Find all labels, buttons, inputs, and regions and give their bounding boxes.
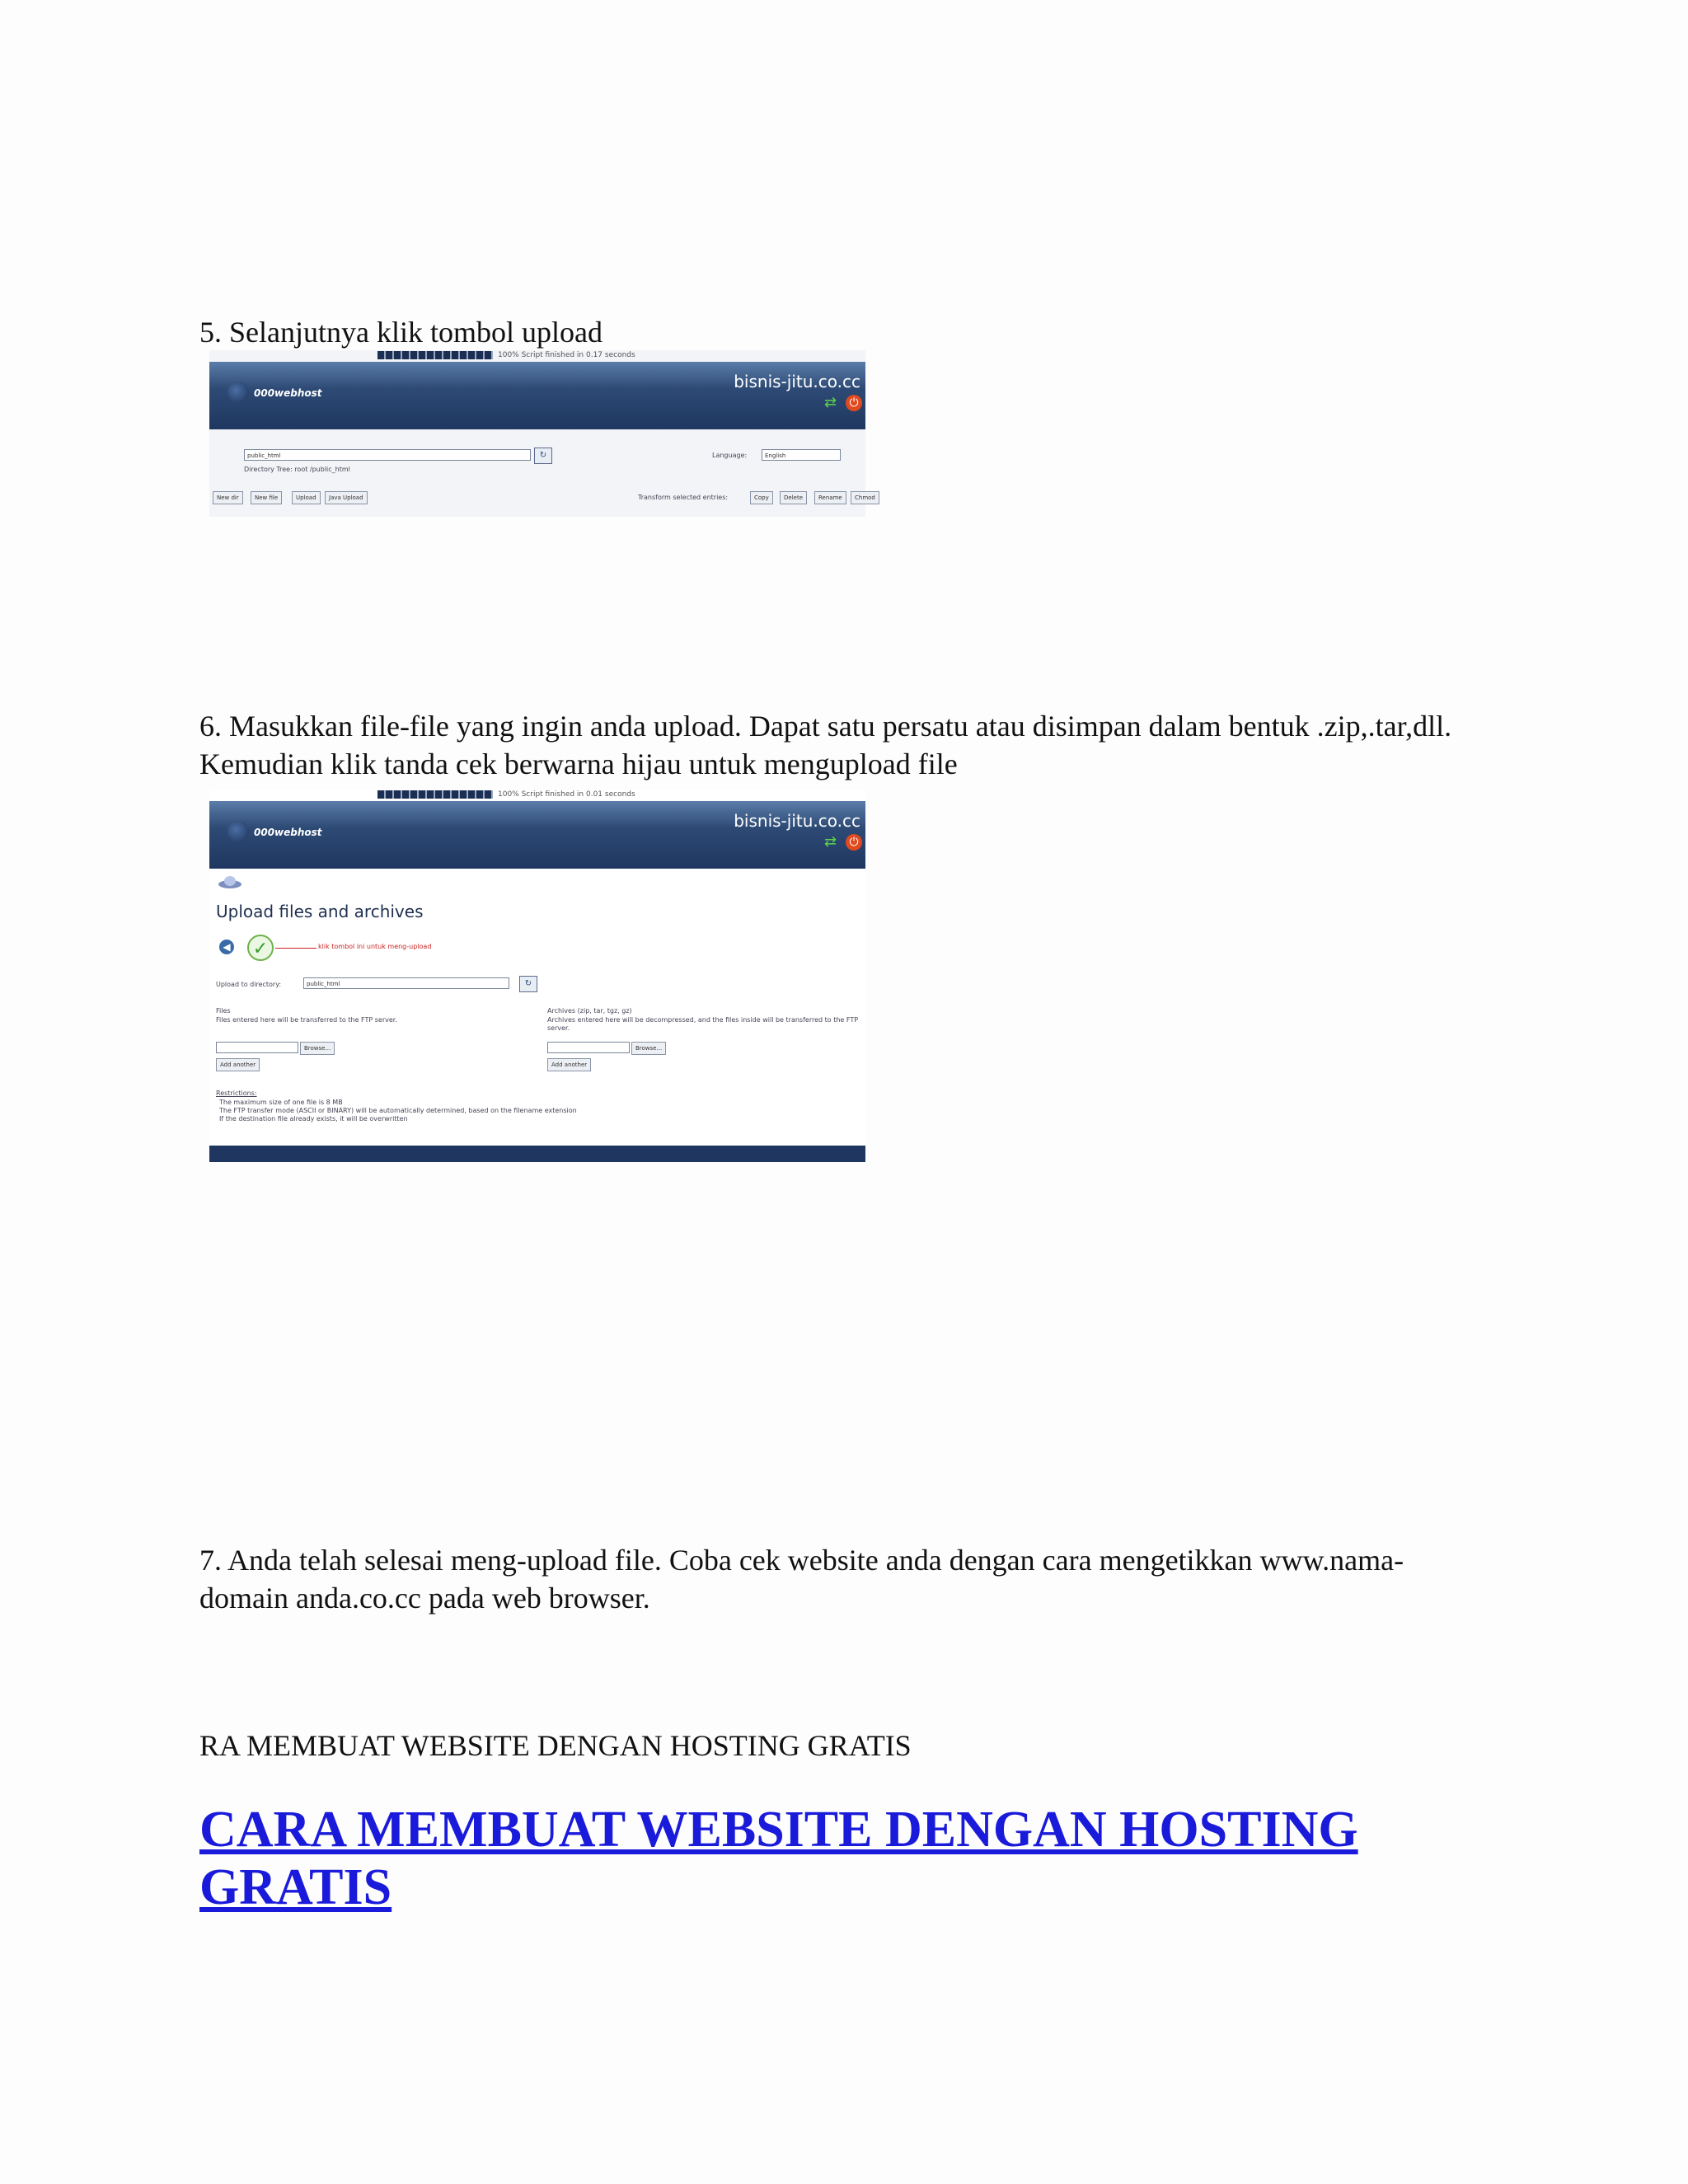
restriction-item: The FTP transfer mode (ASCII or BINARY) will be automatically determined, based on the filename extension <box>219 1107 577 1114</box>
upload-dir-label: Upload to directory: <box>216 981 282 988</box>
section-heading-text: RA MEMBUAT WEBSITE DENGAN HOSTING GRATIS <box>199 1729 912 1762</box>
step-7-text: 7. Anda telah selesai meng-upload file. Coba cek website anda dengan cara mengetikkan www.nama-domain anda.co.cc pada web browser. <box>199 1544 1404 1615</box>
add-another-file-button[interactable]: Add another <box>216 1058 260 1071</box>
progress-text: 100% Script finished in 0.01 seconds <box>498 790 635 799</box>
browse-archives-button[interactable]: Browse... <box>631 1042 666 1055</box>
upload-ufo-icon <box>218 872 242 892</box>
new-file-button[interactable]: New file <box>251 491 282 504</box>
green-check-icon[interactable]: ✓ <box>247 935 274 961</box>
annotation-line <box>275 948 316 949</box>
chmod-button[interactable]: Chmod <box>851 491 879 504</box>
article-title-link[interactable]: CARA MEMBUAT WEBSITE DENGAN HOSTING GRATIS <box>199 1802 1358 1915</box>
copy-button[interactable]: Copy <box>750 491 773 504</box>
browse-directory-button[interactable]: ↻ <box>534 448 552 464</box>
upload-title: Upload files and archives <box>216 902 424 921</box>
new-dir-button[interactable]: New dir <box>213 491 243 504</box>
ftp-header <box>209 362 865 429</box>
progress-indicator <box>377 790 635 799</box>
progress-bar <box>377 351 493 359</box>
files-description: Files entered here will be transferred to the FTP server. <box>216 1016 397 1024</box>
files-label: Files <box>216 1007 231 1015</box>
archives-label: Archives (zip, tar, tgz, gz) <box>547 1007 632 1015</box>
screenshot-ftp-file-manager <box>209 350 875 517</box>
restriction-item: The maximum size of one file is 8 MB <box>219 1099 343 1106</box>
directory-tree: Directory Tree: root /public_html <box>244 466 350 473</box>
step-6-text: 6. Masukkan file-file yang ingin anda upload. Dapat satu persatu atau disimpan dalam bentuk .zip,.tar,dll. Kemudian klik tanda cek berwarna hijau untuk mengupload file <box>199 710 1452 780</box>
back-arrow-icon[interactable]: ◀ <box>219 940 234 954</box>
upload-button[interactable]: Upload <box>292 491 321 504</box>
restriction-item: If the destination file already exists, it will be overwritten <box>219 1115 408 1122</box>
browse-directory-button[interactable]: ↻ <box>519 976 537 992</box>
restrictions-title: Restrictions: <box>216 1090 257 1097</box>
webhost-logo <box>227 377 359 410</box>
directory-input[interactable]: public_html <box>244 449 531 461</box>
ftp-header <box>209 801 865 869</box>
refresh-icon[interactable]: ⇄ <box>824 833 837 851</box>
step-5-text: 5. Selanjutnya klik tombol upload <box>199 316 603 349</box>
logout-icon[interactable]: ⏻ <box>846 395 862 411</box>
progress-bar <box>377 790 493 799</box>
archives-description: Archives entered here will be decompressed, and the files inside will be transferred to the FTP server. <box>547 1016 859 1032</box>
toolbar <box>209 489 875 505</box>
logo-text: 000webhost <box>254 827 322 838</box>
file-input[interactable] <box>216 1042 298 1053</box>
add-another-archive-button[interactable]: Add another <box>547 1058 591 1071</box>
refresh-icon[interactable]: ⇄ <box>824 394 837 411</box>
language-select[interactable]: English <box>762 449 841 461</box>
webhost-logo <box>227 816 359 849</box>
transform-label: Transform selected entries: <box>638 494 729 501</box>
screenshot-upload-files <box>209 790 865 1162</box>
java-upload-button[interactable]: Java Upload <box>325 491 368 504</box>
browse-files-button[interactable]: Browse... <box>300 1042 335 1055</box>
ftp-footer <box>209 1146 865 1162</box>
progress-indicator <box>377 350 635 360</box>
site-domain: bisnis-jitu.co.cc <box>734 811 860 831</box>
upload-dir-input[interactable]: public_html <box>303 977 509 989</box>
language-label: Language: <box>712 452 748 459</box>
delete-button[interactable]: Delete <box>780 491 807 504</box>
progress-text: 100% Script finished in 0.17 seconds <box>498 351 635 359</box>
site-domain: bisnis-jitu.co.cc <box>734 372 860 391</box>
rename-button[interactable]: Rename <box>814 491 846 504</box>
annotation-text: klik tombol ini untuk meng-upload <box>318 943 432 950</box>
archive-input[interactable] <box>547 1042 630 1053</box>
logo-text: 000webhost <box>254 387 322 399</box>
logout-icon[interactable]: ⏻ <box>846 834 862 851</box>
